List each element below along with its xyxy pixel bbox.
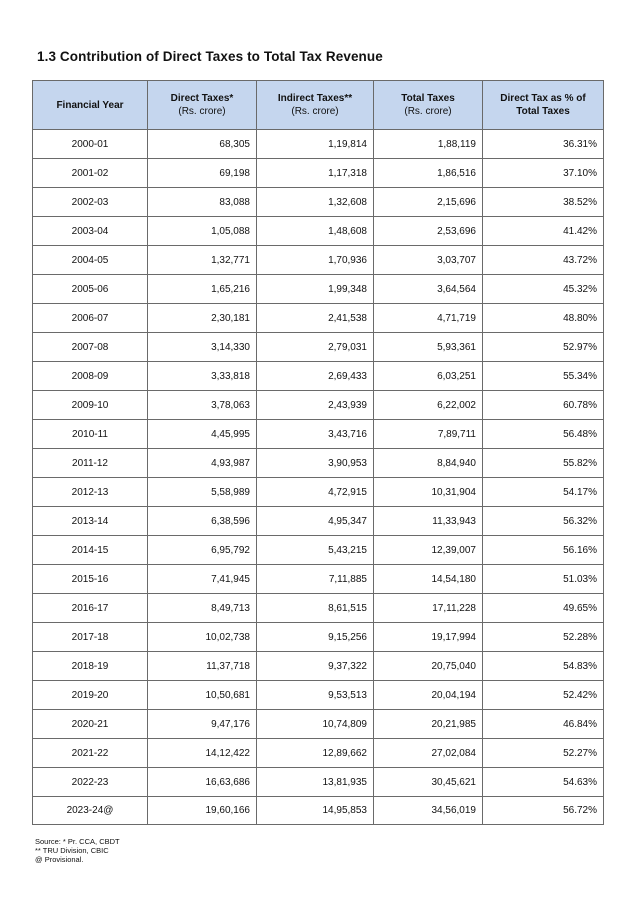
header-indirect-taxes: Indirect Taxes** (Rs. crore) [257, 81, 374, 130]
cell-direct-taxes: 5,58,989 [148, 478, 257, 507]
cell-direct-taxes: 8,49,713 [148, 594, 257, 623]
cell-direct-taxes: 1,65,216 [148, 275, 257, 304]
cell-direct-taxes: 4,45,995 [148, 420, 257, 449]
cell-indirect-taxes: 2,69,433 [257, 362, 374, 391]
cell-total-taxes: 6,22,002 [374, 391, 483, 420]
cell-total-taxes: 27,02,084 [374, 739, 483, 768]
cell-total-taxes: 3,64,564 [374, 275, 483, 304]
footnote-tru: ** TRU Division, CBIC [35, 846, 109, 855]
cell-year: 2014-15 [33, 536, 148, 565]
cell-total-taxes: 6,03,251 [374, 362, 483, 391]
cell-direct-share: 56.48% [483, 420, 604, 449]
cell-year: 2017-18 [33, 623, 148, 652]
cell-direct-taxes: 16,63,686 [148, 768, 257, 797]
table-row [33, 623, 604, 652]
cell-direct-taxes: 1,32,771 [148, 246, 257, 275]
cell-direct-share: 38.52% [483, 188, 604, 217]
cell-direct-share: 51.03% [483, 565, 604, 594]
cell-indirect-taxes: 1,48,608 [257, 217, 374, 246]
cell-direct-taxes: 1,05,088 [148, 217, 257, 246]
cell-direct-taxes: 3,78,063 [148, 391, 257, 420]
table-row [33, 739, 604, 768]
cell-year: 2000-01 [33, 130, 148, 159]
cell-indirect-taxes: 8,61,515 [257, 594, 374, 623]
cell-total-taxes: 1,88,119 [374, 130, 483, 159]
cell-indirect-taxes: 12,89,662 [257, 739, 374, 768]
cell-year: 2007-08 [33, 333, 148, 362]
cell-total-taxes: 19,17,994 [374, 623, 483, 652]
cell-total-taxes: 2,53,696 [374, 217, 483, 246]
cell-direct-taxes: 10,02,738 [148, 623, 257, 652]
table-row [33, 681, 604, 710]
cell-indirect-taxes: 3,90,953 [257, 449, 374, 478]
cell-direct-taxes: 7,41,945 [148, 565, 257, 594]
table-row [33, 159, 604, 188]
footnotes [35, 837, 120, 864]
cell-total-taxes: 14,54,180 [374, 565, 483, 594]
cell-direct-share: 52.97% [483, 333, 604, 362]
cell-direct-taxes: 3,14,330 [148, 333, 257, 362]
cell-indirect-taxes: 9,53,513 [257, 681, 374, 710]
cell-direct-share: 52.28% [483, 623, 604, 652]
cell-indirect-taxes: 2,79,031 [257, 333, 374, 362]
cell-direct-taxes: 69,198 [148, 159, 257, 188]
tax-table [32, 80, 604, 825]
cell-year: 2002-03 [33, 188, 148, 217]
table-row [33, 449, 604, 478]
cell-direct-share: 36.31% [483, 130, 604, 159]
cell-indirect-taxes: 4,95,347 [257, 507, 374, 536]
cell-total-taxes: 10,31,904 [374, 478, 483, 507]
cell-direct-share: 54.83% [483, 652, 604, 681]
cell-indirect-taxes: 9,15,256 [257, 623, 374, 652]
cell-indirect-taxes: 2,41,538 [257, 304, 374, 333]
cell-total-taxes: 12,39,007 [374, 536, 483, 565]
footnote-provisional: @ Provisional. [35, 855, 84, 864]
cell-year: 2022-23 [33, 768, 148, 797]
cell-direct-share: 49.65% [483, 594, 604, 623]
table-row [33, 594, 604, 623]
table-row [33, 478, 604, 507]
cell-year: 2009-10 [33, 391, 148, 420]
cell-total-taxes: 2,15,696 [374, 188, 483, 217]
header-direct-taxes: Direct Taxes* (Rs. crore) [148, 81, 257, 130]
table-row [33, 565, 604, 594]
cell-indirect-taxes: 2,43,939 [257, 391, 374, 420]
cell-indirect-taxes: 5,43,215 [257, 536, 374, 565]
cell-direct-taxes: 19,60,166 [148, 797, 257, 825]
cell-direct-share: 52.42% [483, 681, 604, 710]
cell-year: 2004-05 [33, 246, 148, 275]
cell-direct-share: 46.84% [483, 710, 604, 739]
cell-direct-share: 56.16% [483, 536, 604, 565]
cell-total-taxes: 8,84,940 [374, 449, 483, 478]
cell-direct-share: 45.32% [483, 275, 604, 304]
cell-total-taxes: 20,04,194 [374, 681, 483, 710]
table-row [33, 362, 604, 391]
cell-direct-taxes: 6,38,596 [148, 507, 257, 536]
cell-year: 2015-16 [33, 565, 148, 594]
header-financial-year: Financial Year [33, 81, 148, 130]
cell-total-taxes: 34,56,019 [374, 797, 483, 825]
cell-direct-share: 52.27% [483, 739, 604, 768]
footnote-source: Source: * Pr. CCA, CBDT [35, 837, 120, 846]
cell-total-taxes: 20,21,985 [374, 710, 483, 739]
cell-total-taxes: 1,86,516 [374, 159, 483, 188]
cell-direct-share: 56.72% [483, 797, 604, 825]
cell-total-taxes: 20,75,040 [374, 652, 483, 681]
cell-direct-share: 54.17% [483, 478, 604, 507]
cell-year: 2013-14 [33, 507, 148, 536]
cell-total-taxes: 3,03,707 [374, 246, 483, 275]
cell-indirect-taxes: 1,99,348 [257, 275, 374, 304]
table-row [33, 768, 604, 797]
cell-year: 2006-07 [33, 304, 148, 333]
cell-direct-share: 56.32% [483, 507, 604, 536]
cell-total-taxes: 30,45,621 [374, 768, 483, 797]
cell-total-taxes: 11,33,943 [374, 507, 483, 536]
table-row [33, 333, 604, 362]
cell-year: 2005-06 [33, 275, 148, 304]
cell-direct-taxes: 2,30,181 [148, 304, 257, 333]
table-row [33, 652, 604, 681]
cell-indirect-taxes: 4,72,915 [257, 478, 374, 507]
cell-year: 2008-09 [33, 362, 148, 391]
page-title: 1.3 Contribution of Direct Taxes to Total Tax Revenue [37, 49, 383, 64]
cell-direct-share: 48.80% [483, 304, 604, 333]
cell-year: 2020-21 [33, 710, 148, 739]
cell-indirect-taxes: 13,81,935 [257, 768, 374, 797]
cell-year: 2021-22 [33, 739, 148, 768]
cell-direct-taxes: 6,95,792 [148, 536, 257, 565]
cell-direct-taxes: 68,305 [148, 130, 257, 159]
cell-year: 2011-12 [33, 449, 148, 478]
cell-indirect-taxes: 9,37,322 [257, 652, 374, 681]
header-total-taxes: Total Taxes (Rs. crore) [374, 81, 483, 130]
table-row [33, 710, 604, 739]
cell-direct-taxes: 3,33,818 [148, 362, 257, 391]
cell-total-taxes: 4,71,719 [374, 304, 483, 333]
table-row [33, 188, 604, 217]
cell-direct-taxes: 4,93,987 [148, 449, 257, 478]
table-row [33, 217, 604, 246]
cell-indirect-taxes: 10,74,809 [257, 710, 374, 739]
cell-direct-taxes: 11,37,718 [148, 652, 257, 681]
cell-indirect-taxes: 1,70,936 [257, 246, 374, 275]
table-row [33, 536, 604, 565]
cell-direct-share: 41.42% [483, 217, 604, 246]
cell-indirect-taxes: 1,19,814 [257, 130, 374, 159]
cell-direct-share: 55.34% [483, 362, 604, 391]
cell-total-taxes: 5,93,361 [374, 333, 483, 362]
cell-year: 2010-11 [33, 420, 148, 449]
cell-total-taxes: 17,11,228 [374, 594, 483, 623]
cell-direct-taxes: 10,50,681 [148, 681, 257, 710]
table-row [33, 420, 604, 449]
cell-direct-share: 60.78% [483, 391, 604, 420]
table-row [33, 246, 604, 275]
cell-direct-share: 54.63% [483, 768, 604, 797]
table-row [33, 797, 604, 825]
cell-direct-share: 37.10% [483, 159, 604, 188]
cell-year: 2003-04 [33, 217, 148, 246]
cell-year: 2016-17 [33, 594, 148, 623]
cell-indirect-taxes: 1,17,318 [257, 159, 374, 188]
cell-indirect-taxes: 3,43,716 [257, 420, 374, 449]
table-row [33, 275, 604, 304]
cell-total-taxes: 7,89,711 [374, 420, 483, 449]
cell-year: 2001-02 [33, 159, 148, 188]
cell-year: 2012-13 [33, 478, 148, 507]
cell-year: 2019-20 [33, 681, 148, 710]
header-direct-share: Direct Tax as % of Total Taxes [483, 81, 604, 130]
cell-indirect-taxes: 14,95,853 [257, 797, 374, 825]
cell-direct-share: 43.72% [483, 246, 604, 275]
cell-year: 2018-19 [33, 652, 148, 681]
table-row [33, 507, 604, 536]
table-row [33, 391, 604, 420]
cell-indirect-taxes: 7,11,885 [257, 565, 374, 594]
cell-direct-share: 55.82% [483, 449, 604, 478]
cell-direct-taxes: 9,47,176 [148, 710, 257, 739]
cell-direct-taxes: 14,12,422 [148, 739, 257, 768]
table-row [33, 304, 604, 333]
cell-indirect-taxes: 1,32,608 [257, 188, 374, 217]
cell-direct-taxes: 83,088 [148, 188, 257, 217]
header-row [33, 81, 604, 130]
table-row [33, 130, 604, 159]
cell-year: 2023-24@ [33, 797, 148, 825]
